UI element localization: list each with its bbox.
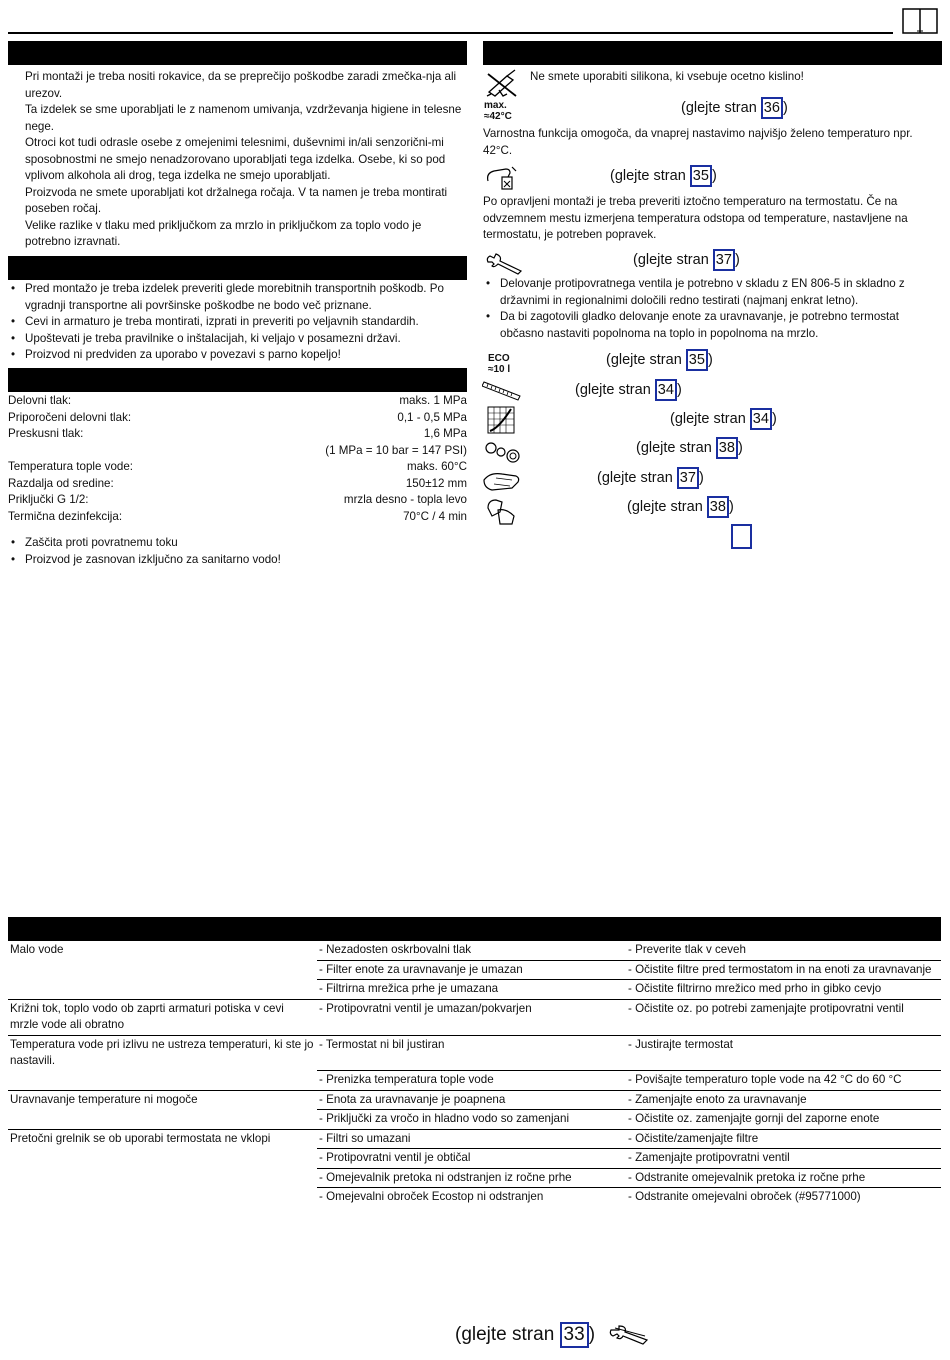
eco-icon — [488, 353, 510, 375]
table-row — [8, 1110, 941, 1130]
cause-cell: - Prenizka temperatura tople vode — [317, 1071, 626, 1091]
problem-cell — [8, 960, 317, 980]
cause-cell: - Nezadosten oskrbovalni tlak — [319, 943, 472, 956]
troubleshooting-table — [8, 941, 941, 1207]
table-row — [8, 1168, 941, 1188]
page-reference[interactable]: (glejte stran 35 ) — [606, 349, 713, 371]
page-link[interactable]: 35 — [690, 165, 712, 187]
problem-cell: Temperatura vode pri izlivu ne ustreza temperaturi, ki ste jo nastavili. — [8, 1035, 317, 1071]
tech-label: Razdalja od sredine: — [8, 476, 114, 490]
tech-row — [8, 492, 467, 509]
parts-icon — [483, 440, 523, 466]
table-row — [8, 1071, 941, 1091]
install-header-bar — [8, 256, 467, 280]
problem-cell: Pretočni grelnik se ob uporabi termostata ne vklopi — [8, 1129, 317, 1149]
page-reference[interactable]: (glejte stran 36 ) — [681, 97, 788, 119]
cause-cell: - Enota za uravnavanje je poapnena — [317, 1090, 626, 1110]
safety-paragraph: Otroci kot tudi odrasle osebe z omejenimi telesnimi, duševnimi in/ali senzorični-mi sposobnostmi ne smejo nenadzorovano uporabljati tega izdelka. Osebe, ki so pod vplivom alkohola ali drog, tega izdelka ne smejo uporabljati. — [25, 136, 446, 182]
thermostat-hand-icon — [484, 163, 518, 193]
tech-row — [8, 476, 467, 493]
safety-paragraph: Proizvoda ne smete uporabljati kot držalnega ročaja. V ta namen je treba montirati poseben ročaj. — [25, 185, 448, 215]
table-row — [8, 941, 941, 960]
page-reference[interactable]: (glejte stran 34 ) — [670, 408, 777, 430]
remedy-cell: - Zamenjajte protipovratni ventil — [626, 1149, 941, 1169]
remedy-cell: - Justirajte termostat — [626, 1035, 941, 1071]
page-link[interactable]: 38 — [716, 437, 738, 459]
safety-header-bar — [8, 41, 467, 65]
tech-label: Temperatura tople vode: — [8, 460, 134, 473]
cause-cell: - Omejevalnik pretoka ni odstranjen iz ročne prhe — [317, 1168, 626, 1188]
page-reference[interactable]: (glejte stran 37 ) — [633, 249, 740, 271]
page-reference[interactable]: (glejte stran 38 ) — [627, 496, 734, 518]
notes-header-bar — [483, 41, 942, 65]
calibration-text: Po opravljeni montaži je treba preveriti iztočno temperaturo na termostatu. Če na odvzemnem mestu izmerjena temperatura odstopa od temperature, nastavljene na termostatu, je potreben popravek. — [483, 195, 908, 241]
maintenance-list — [483, 276, 941, 342]
list-item: • Upoštevati je treba pravilnike o inštalacijah, ki veljajo v posamezni državi. — [8, 331, 467, 348]
table-row — [8, 1090, 941, 1110]
tech-value: (1 MPa = 10 bar = 147 PSI) — [325, 443, 467, 457]
remedy-cell: - Povišajte temperaturo tople vode na 42 °C do 60 °C — [626, 1071, 941, 1091]
page-link[interactable]: 34 — [655, 379, 677, 401]
page-link[interactable]: 34 — [750, 408, 772, 430]
safety-paragraph: Ta izdelek se sme uporabljati le z namenom umivanja, vzdrževanja higiene in telesne nege. — [25, 103, 462, 133]
trouble-header-bar — [8, 917, 941, 941]
page-reference[interactable]: (glejte stran 37 ) — [597, 467, 704, 489]
page-link[interactable]: 37 — [713, 249, 735, 271]
remedy-cell: - Preverite tlak v ceveh — [628, 943, 746, 956]
silicone-warning: Ne smete uporabiti silikona, ki vsebuje ocetno kislino! — [530, 70, 804, 83]
tech-label: Termična dezinfekcija: — [8, 509, 123, 523]
page-reference[interactable]: (glejte stran 35 ) — [610, 165, 717, 187]
table-row — [8, 960, 941, 980]
problem-cell — [8, 1188, 317, 1207]
tech-value: 1,6 MPa — [423, 427, 467, 440]
table-row — [8, 1129, 941, 1149]
table-row — [8, 1149, 941, 1169]
list-item: • Pred montažo je treba izdelek preveriti glede morebitnih transportnih poškodb. Po vgradnji transportne ali površinske poškodbe ne bodo več priznane. — [8, 281, 467, 314]
tech-row — [8, 426, 467, 443]
cause-cell: - Omejevalni obroček Ecostop ni odstranjen — [317, 1188, 626, 1207]
tech-value: 150±12 mm — [405, 476, 467, 490]
remedy-cell: - Očistite oz. zamenjajte gornji del zaporne enote — [626, 1110, 941, 1130]
problem-cell — [8, 1149, 317, 1169]
problem-cell: Križni tok, toplo vodo ob zaprti armaturi potiska v cevi mrzle vode ali obratno — [8, 999, 317, 1035]
tech-value: 70°C / 4 min — [403, 509, 467, 523]
page-link[interactable]: 35 — [686, 349, 708, 371]
remedy-cell: - Odstranite omejevalni obroček (#95771000) — [626, 1188, 941, 1207]
list-item: • Da bi zagotovili gladko delovanje enote za uravnavanje, je potrebno termostat občasno nastaviti popolnoma na toplo in popolnoma na mrzlo. — [483, 309, 941, 342]
safety-section — [8, 69, 468, 251]
remedy-cell: - Očistite filtrirno mrežico med prho in gibko cevjo — [626, 980, 941, 1000]
cleaning-hand-icon — [482, 468, 522, 494]
wrench-icon — [607, 1324, 649, 1346]
remedy-cell: - Očistite oz. po potrebi zamenjajte protipovratni ventil — [626, 999, 941, 1035]
book-icon — [902, 8, 938, 34]
tech-value: maks. 60°C — [406, 460, 467, 473]
table-row — [8, 1035, 941, 1071]
tech-data — [8, 393, 467, 568]
cause-cell: - Protipovratni ventil je umazan/pokvarjen — [317, 999, 626, 1035]
problem-cell: Uravnavanje temperature ni mogoče — [8, 1090, 317, 1110]
tech-value: mrzla desno - topla levo — [343, 493, 467, 506]
tech-label: Priključki G 1/2: — [8, 493, 89, 506]
table-row — [8, 980, 941, 1000]
page-link[interactable]: 36 — [761, 97, 783, 119]
remedy-cell: - Odstranite omejevalnik pretoka iz ročne prhe — [626, 1168, 941, 1188]
safety-paragraph: Velike razlike v tlaku med priključkom za mrzlo in priključkom za toplo vodo je potrebno izravnati. — [25, 218, 422, 248]
list-item: • Proizvod ni predviden za uporabo v povezavi s parno kopeljo! — [8, 347, 467, 364]
tech-row — [8, 509, 467, 526]
tech-row — [8, 443, 467, 460]
cause-cell: - Termostat ni bil justiran — [317, 1035, 626, 1071]
wrench-icon — [484, 252, 524, 276]
silicone-gun-icon — [485, 68, 519, 98]
list-item: • Proizvod je zasnovan izključno za sanitarno vodo! — [8, 552, 467, 569]
problem-cell — [8, 1071, 317, 1091]
remedy-cell: - Očistite filtre pred termostatom in na enoti za uravnavanje — [626, 960, 941, 980]
tech-label: Priporočeni delovni tlak: — [8, 410, 132, 424]
page-link[interactable]: 33 — [560, 1322, 589, 1348]
max-temp-value: ≈42°C — [484, 111, 512, 122]
list-item: • Cevi in armaturo je treba montirati, izprati in preveriti po veljavnih standardih. — [8, 314, 467, 331]
tech-header-bar — [8, 368, 467, 392]
tech-value: 0,1 - 0,5 MPa — [397, 410, 467, 424]
page-reference[interactable]: (glejte stran 34 ) — [575, 379, 682, 401]
page-link[interactable]: 38 — [707, 496, 729, 518]
cause-cell: - Priključki za vročo in hladno vodo so zamenjani — [317, 1110, 626, 1130]
page-reference[interactable]: (glejte stran 38 ) — [636, 437, 743, 459]
temperature-curve-icon — [487, 406, 515, 434]
ruler-icon — [482, 378, 522, 402]
tech-row — [8, 410, 467, 427]
problem-cell — [8, 1168, 317, 1188]
tech-label: Delovni tlak: — [8, 394, 72, 407]
remedy-cell: - Zamenjajte enoto za uravnavanje — [626, 1090, 941, 1110]
tech-row — [8, 393, 467, 410]
list-item: • Zaščita proti povratnemu toku — [8, 535, 467, 552]
tech-row — [8, 459, 467, 476]
cause-cell: - Filtrirna mrežica prhe je umazana — [317, 980, 626, 1000]
install-notes — [8, 281, 467, 364]
problem-cell — [8, 980, 317, 1000]
empty-reference-box[interactable] — [731, 524, 752, 549]
safety-paragraph: Pri montaži je treba nositi rokavice, da se preprečijo poškodbe zaradi zmečka-nja ali urezov. — [25, 70, 457, 100]
max-label: max. — [484, 100, 507, 111]
cause-cell: - Protipovratni ventil je obtičal — [317, 1149, 626, 1169]
eco-label: ECO — [488, 353, 510, 364]
tech-value: maks. 1 MPa — [399, 394, 467, 407]
problem-cell: Malo vode — [10, 943, 64, 956]
header-rule — [8, 32, 893, 34]
safety-function-text: Varnostna funkcija omogoča, da vnaprej nastavimo najvišjo želeno temperaturo npr. 42°C. — [483, 127, 913, 157]
tap-service-icon — [484, 498, 518, 526]
cause-cell: - Filtri so umazani — [317, 1129, 626, 1149]
table-row — [8, 999, 941, 1035]
tech-label: Preskusni tlak: — [8, 427, 84, 440]
eco-flow-value: ≈10 l — [488, 364, 511, 375]
remedy-cell: - Očistite/zamenjajte filtre — [626, 1129, 941, 1149]
list-item: • Delovanje protipovratnega ventila je potrebno v skladu z EN 806-5 in skladno z državnimi in regionalnimi določili redno testirati (najmanj enkrat letno). — [483, 276, 941, 309]
table-row — [8, 1188, 941, 1207]
max-temp-icon — [484, 100, 512, 122]
page-link[interactable]: 37 — [677, 467, 699, 489]
footer-page-reference[interactable]: (glejte stran 33 ) — [455, 1322, 595, 1348]
problem-cell — [8, 1110, 317, 1130]
cause-cell: - Filter enote za uravnavanje je umazan — [317, 960, 626, 980]
